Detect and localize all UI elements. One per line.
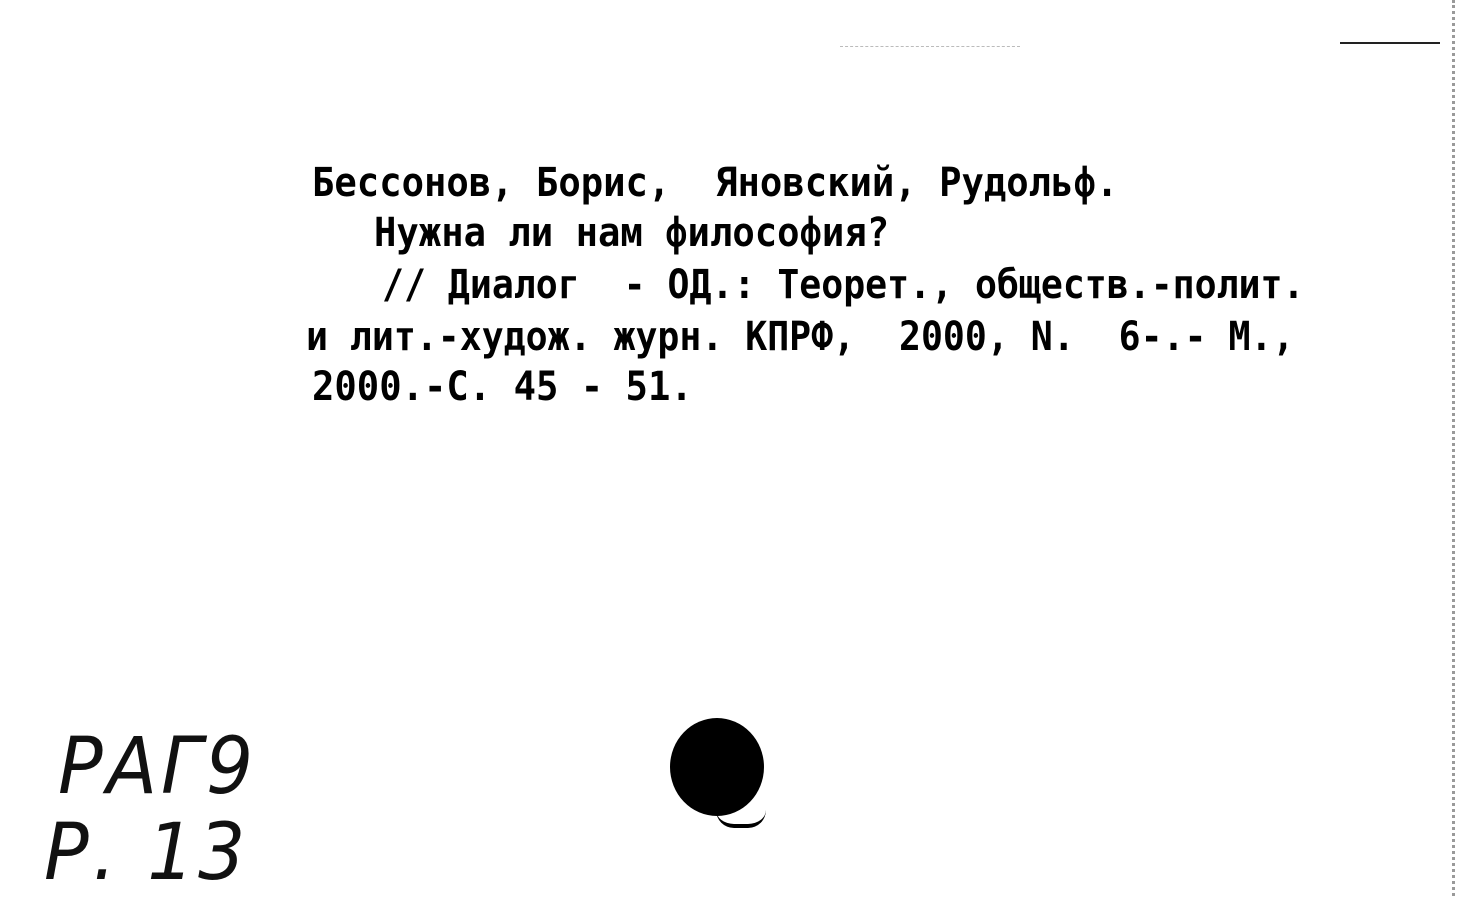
source-line-3: 2000.-С. 45 - 51. bbox=[312, 364, 693, 410]
faint-dashed-mark bbox=[840, 46, 1020, 47]
punch-hole bbox=[670, 718, 764, 816]
source-line-2: и лит.-худож. журн. КПРФ, 2000, N. 6-.- М., bbox=[306, 314, 1295, 360]
handwritten-page-ref: Р. 13 bbox=[44, 808, 250, 898]
title-line: Нужна ли нам философия? bbox=[374, 210, 890, 256]
card-right-edge bbox=[1452, 0, 1459, 896]
author-line: Бессонов, Борис, Яновский, Рудольф. bbox=[312, 160, 1119, 206]
source-line-1: // Диалог - ОД.: Теорет., обществ.-полит. bbox=[382, 262, 1305, 308]
punch-hole-edge bbox=[716, 810, 766, 828]
handwritten-shelf-mark: РАГ9 bbox=[58, 722, 258, 812]
top-rule-mark bbox=[1340, 42, 1440, 44]
